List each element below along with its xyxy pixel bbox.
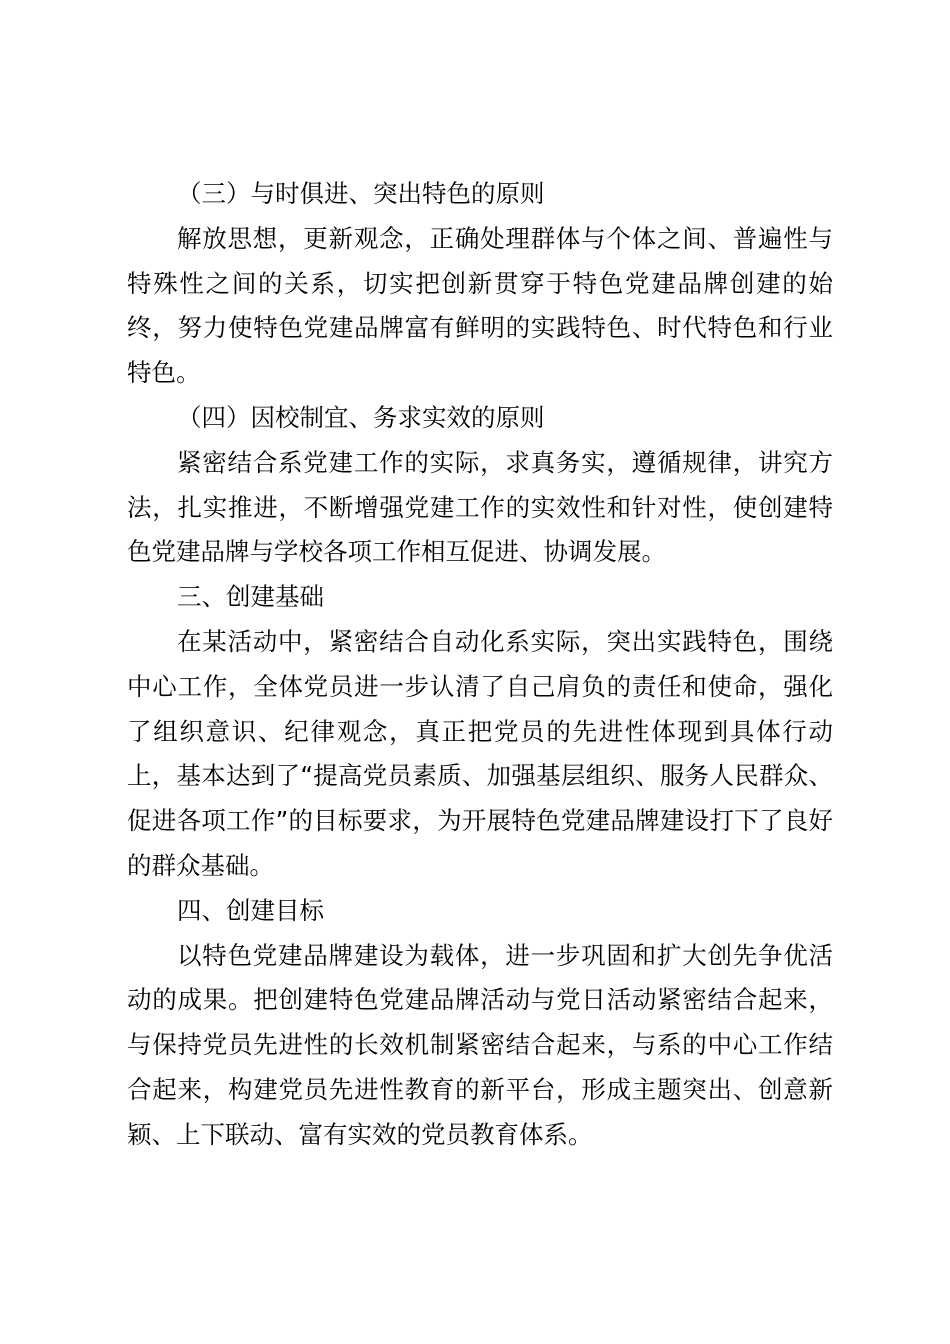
chapter-heading-foundation: 三、创建基础 [177, 582, 324, 612]
paragraph-principle-4: 紧密结合系党建工作的实际，求真务实，遵循规律，讲究方法，扎实推进，不断增强党建工作的实效性和针对性，使创建特色党建品牌与学校各项工作相互促进、协调发展。 [127, 447, 833, 567]
paragraph-principle-3: 解放思想，更新观念，正确处理群体与个体之间、普遍性与特殊性之间的关系，切实把创新贯穿于特色党建品牌创建的始终，努力使特色党建品牌富有鲜明的实践特色、时代特色和行业特色。 [127, 223, 833, 388]
paragraph-foundation: 在某活动中，紧密结合自动化系实际，突出实践特色，围绕中心工作，全体党员进一步认清了自己肩负的责任和使命，强化了组织意识、纪律观念，真正把党员的先进性体现到具体行动上，基本达到了“提高党员素质、加强基层组织、服务人民群众、促进各项工作”的目标要求，为开展特色党建品牌建设打下了良好的群众基础。 [127, 626, 833, 880]
document-body [127, 172, 833, 1158]
chapter-heading-goals: 四、创建目标 [177, 895, 324, 925]
section-heading-4: （四）因校制宜、务求实效的原则 [177, 402, 545, 432]
paragraph-goals: 以特色党建品牌建设为载体，进一步巩固和扩大创先争优活动的成果。把创建特色党建品牌活动与党日活动紧密结合起来，与保持党员先进性的长效机制紧密结合起来，与系的中心工作结合起来，构建党员先进性教育的新平台，形成主题突出、创意新颖、上下联动、富有实效的党员教育体系。 [127, 940, 833, 1149]
section-heading-3: （三）与时俱进、突出特色的原则 [177, 179, 545, 208]
